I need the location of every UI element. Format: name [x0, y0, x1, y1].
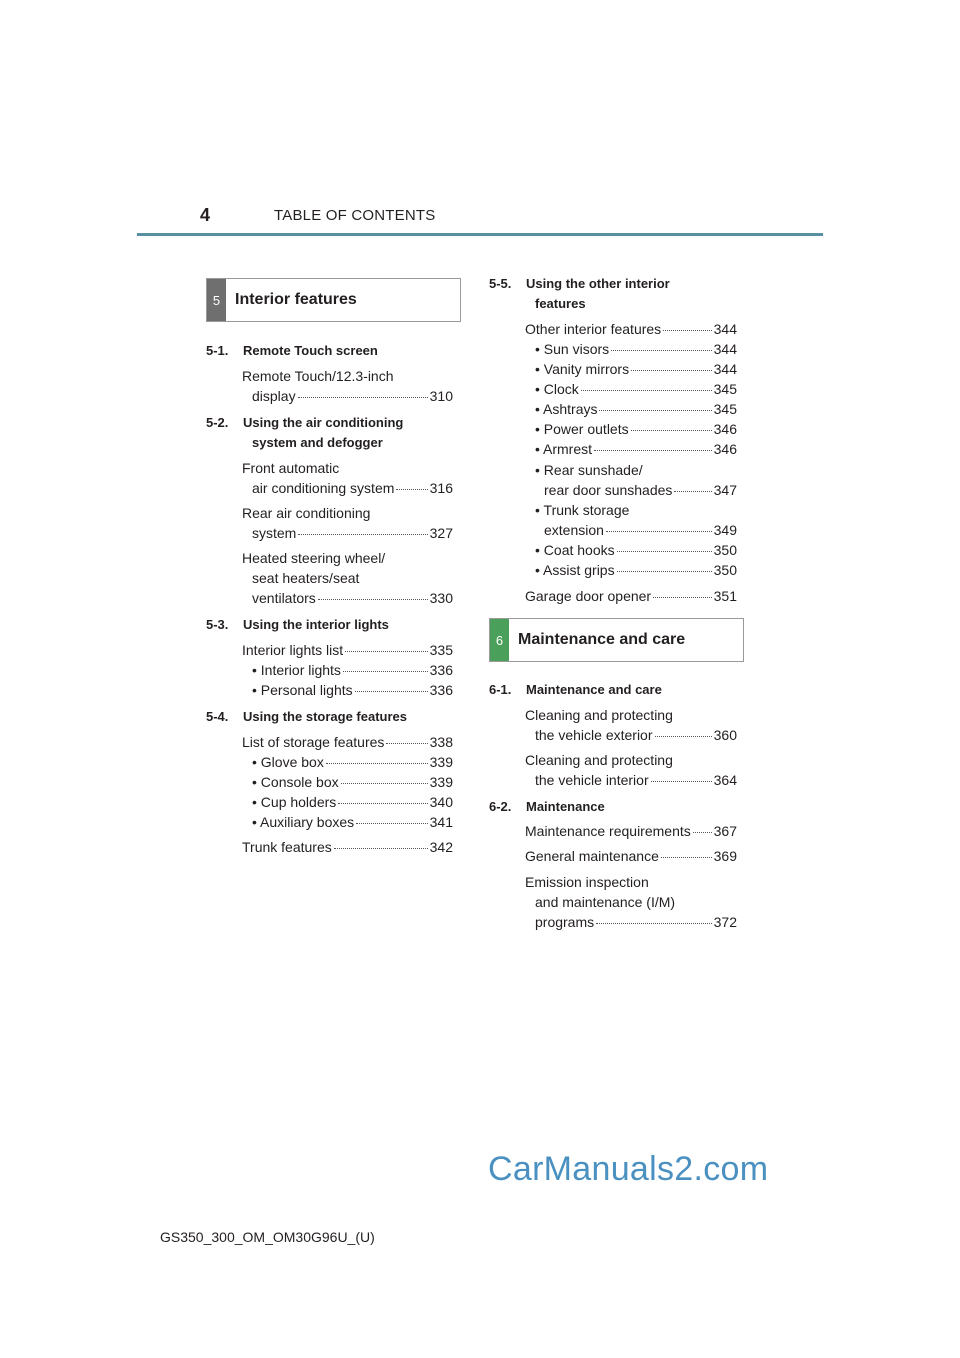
dot-leader — [396, 489, 427, 490]
toc-entry[interactable] — [535, 772, 737, 788]
toc-entry[interactable] — [544, 522, 737, 538]
toc-entry-text: Rear air conditioning — [242, 505, 371, 521]
page-footer: GS350_300_OM_OM30G96U_(U) — [160, 1229, 375, 1245]
toc-entry-label: • Auxiliary boxes — [252, 814, 355, 830]
section-number-badge: 6 — [490, 619, 509, 661]
chapter-title: Using the interior lights — [243, 617, 389, 632]
toc-page-number: 364 — [713, 772, 737, 788]
dot-leader — [651, 781, 712, 782]
section-header-5 — [206, 278, 461, 322]
toc-entry[interactable] — [535, 441, 737, 457]
toc-entry[interactable] — [252, 682, 453, 698]
toc-entry-label: • Personal lights — [252, 682, 353, 698]
toc-entry-label: Trunk features — [242, 839, 332, 855]
toc-entry-label: • Clock — [535, 381, 579, 397]
toc-entry[interactable] — [535, 361, 737, 377]
toc-entry-label: ventilators — [252, 590, 316, 606]
dot-leader — [631, 370, 712, 371]
toc-entry-label: display — [252, 388, 296, 404]
chapter-heading — [489, 799, 605, 814]
toc-entry-label: • Ashtrays — [535, 401, 598, 417]
toc-page-number: 340 — [429, 794, 453, 810]
chapter-title: Maintenance and care — [526, 682, 662, 697]
chapter-title-continued: features — [535, 296, 586, 311]
toc-entry-label: rear door sunshades — [544, 482, 673, 498]
toc-entry[interactable] — [525, 823, 737, 839]
toc-entry-text: Cleaning and protecting — [525, 752, 673, 768]
toc-page-number: 372 — [713, 914, 737, 930]
dot-leader — [334, 848, 428, 849]
section-header-6 — [489, 618, 744, 662]
chapter-number: 6-2. — [489, 799, 512, 814]
dot-leader — [655, 736, 712, 737]
toc-page-number: 339 — [429, 754, 453, 770]
toc-entry-label: • Armrest — [535, 441, 593, 457]
chapter-heading — [206, 415, 403, 430]
chapter-number: 5-4. — [206, 709, 229, 724]
toc-entry-label: • Glove box — [252, 754, 324, 770]
toc-entry[interactable] — [535, 914, 737, 930]
chapter-heading — [489, 276, 670, 291]
toc-entry-text: Remote Touch/12.3-inch — [242, 368, 394, 384]
toc-entry[interactable] — [242, 642, 453, 658]
chapter-number: 5-5. — [489, 276, 512, 291]
section-number-badge: 5 — [207, 279, 226, 321]
toc-page-number: 347 — [713, 482, 737, 498]
toc-entry-text: and maintenance (I/M) — [535, 894, 676, 910]
toc-entry-label: Other interior features — [525, 321, 662, 337]
toc-entry[interactable] — [252, 480, 453, 496]
toc-page-number: 342 — [429, 839, 453, 855]
dot-leader — [693, 832, 712, 833]
toc-entry[interactable] — [252, 814, 453, 830]
chapter-title: Maintenance — [526, 799, 605, 814]
toc-entry[interactable] — [535, 727, 737, 743]
toc-entry[interactable] — [252, 525, 453, 541]
toc-page-number: 344 — [713, 341, 737, 357]
toc-entry-text: • Trunk storage — [535, 502, 630, 518]
toc-page-number: 344 — [713, 361, 737, 377]
toc-entry[interactable] — [544, 482, 737, 498]
toc-entry[interactable] — [535, 421, 737, 437]
dot-leader — [631, 430, 712, 431]
toc-entry-text: seat heaters/seat — [252, 570, 360, 586]
toc-page-number: 338 — [429, 734, 453, 750]
toc-entry[interactable] — [252, 754, 453, 770]
toc-entry-label: system — [252, 525, 297, 541]
dot-leader — [594, 450, 712, 451]
toc-entry-label: • Vanity mirrors — [535, 361, 630, 377]
toc-entry-label: General maintenance — [525, 848, 659, 864]
toc-entry-label: the vehicle interior — [535, 772, 649, 788]
toc-entry-label: List of storage features — [242, 734, 385, 750]
chapter-title: Using the storage features — [243, 709, 407, 724]
toc-page-number: 339 — [429, 774, 453, 790]
toc-entry[interactable] — [525, 848, 737, 864]
dot-leader — [386, 743, 427, 744]
toc-entry[interactable] — [535, 542, 737, 558]
toc-entry[interactable] — [252, 662, 453, 678]
toc-entry[interactable] — [242, 734, 453, 750]
section-title: Interior features — [235, 291, 357, 308]
toc-entry-label: • Power outlets — [535, 421, 629, 437]
toc-page-number: 360 — [713, 727, 737, 743]
dot-leader — [318, 599, 428, 600]
toc-page-number: 345 — [713, 381, 737, 397]
dot-leader — [355, 691, 428, 692]
dot-leader — [338, 803, 427, 804]
toc-page-number: 346 — [713, 421, 737, 437]
dot-leader — [581, 390, 712, 391]
toc-page-number: 341 — [429, 814, 453, 830]
dot-leader — [298, 397, 428, 398]
toc-entry-text: Heated steering wheel/ — [242, 550, 386, 566]
toc-page-number: 345 — [713, 401, 737, 417]
page-number: 4 — [200, 205, 211, 225]
toc-page-number: 369 — [713, 848, 737, 864]
toc-entry[interactable] — [525, 588, 737, 604]
toc-page-number: 350 — [713, 542, 737, 558]
dot-leader — [596, 923, 712, 924]
dot-leader — [343, 671, 428, 672]
toc-entry-label: • Assist grips — [535, 562, 615, 578]
toc-entry-text: • Rear sunshade/ — [535, 462, 643, 478]
toc-entry-label: extension — [544, 522, 604, 538]
header-rule — [137, 233, 823, 236]
dot-leader — [345, 651, 427, 652]
toc-entry[interactable] — [535, 341, 737, 357]
toc-entry[interactable] — [535, 562, 737, 578]
toc-page-number: 336 — [429, 682, 453, 698]
chapter-number: 5-1. — [206, 343, 229, 358]
toc-entry[interactable] — [535, 381, 737, 397]
toc-page-number: 346 — [713, 441, 737, 457]
toc-page-number: 344 — [713, 321, 737, 337]
toc-entry-text: Emission inspection — [525, 874, 649, 890]
dot-leader — [674, 491, 711, 492]
toc-entry[interactable] — [252, 794, 453, 810]
toc-page-number: 351 — [713, 588, 737, 604]
toc-entry-label: Garage door opener — [525, 588, 652, 604]
toc-entry-label: Maintenance requirements — [525, 823, 691, 839]
dot-leader — [326, 763, 428, 764]
dot-leader — [356, 823, 427, 824]
chapter-heading — [206, 343, 378, 358]
chapter-number: 6-1. — [489, 682, 512, 697]
toc-entry-label: air conditioning system — [252, 480, 395, 496]
toc-page-number: 327 — [429, 525, 453, 541]
chapter-title: Remote Touch screen — [243, 343, 378, 358]
chapter-title: Using the other interior — [526, 276, 670, 291]
dot-leader — [663, 330, 711, 331]
chapter-title-continued: system and defogger — [252, 435, 383, 450]
chapter-number: 5-2. — [206, 415, 229, 430]
toc-entry-label: • Sun visors — [535, 341, 610, 357]
section-title: Maintenance and care — [518, 631, 686, 648]
dot-leader — [599, 410, 711, 411]
toc-entry-label: • Interior lights — [252, 662, 341, 678]
dot-leader — [661, 857, 712, 858]
toc-page-number: 367 — [713, 823, 737, 839]
toc-page-number: 330 — [429, 590, 453, 606]
toc-entry-label: • Console box — [252, 774, 339, 790]
toc-entry-label: • Cup holders — [252, 794, 337, 810]
chapter-title: Using the air conditioning — [243, 415, 404, 430]
chapter-heading — [206, 617, 389, 632]
toc-entry-label: the vehicle exterior — [535, 727, 653, 743]
chapter-heading — [206, 709, 407, 724]
toc-entry-text: Cleaning and protecting — [525, 707, 673, 723]
dot-leader — [617, 571, 712, 572]
toc-entry-text: Front automatic — [242, 460, 340, 476]
dot-leader — [617, 551, 712, 552]
dot-leader — [298, 534, 427, 535]
page-header-title: TABLE OF CONTENTS — [274, 207, 436, 224]
toc-entry[interactable] — [242, 839, 453, 855]
toc-page-number: 336 — [429, 662, 453, 678]
toc-entry-label: Interior lights list — [242, 642, 344, 658]
toc-entry[interactable] — [252, 590, 453, 606]
toc-entry-label: programs — [535, 914, 595, 930]
dot-leader — [611, 350, 711, 351]
toc-entry[interactable] — [525, 321, 737, 337]
dot-leader — [653, 597, 712, 598]
toc-page-number: 335 — [429, 642, 453, 658]
chapter-heading — [489, 682, 662, 697]
toc-entry[interactable] — [535, 401, 737, 417]
toc-entry-label: • Coat hooks — [535, 542, 615, 558]
toc-page-number: 316 — [429, 480, 453, 496]
toc-page-number: 310 — [429, 388, 453, 404]
dot-leader — [341, 783, 428, 784]
watermark: CarManuals2.com — [488, 1150, 769, 1188]
toc-page-number: 350 — [713, 562, 737, 578]
chapter-number: 5-3. — [206, 617, 229, 632]
toc-page-number: 349 — [713, 522, 737, 538]
dot-leader — [606, 531, 712, 532]
toc-entry[interactable] — [252, 774, 453, 790]
toc-entry[interactable] — [252, 388, 453, 404]
